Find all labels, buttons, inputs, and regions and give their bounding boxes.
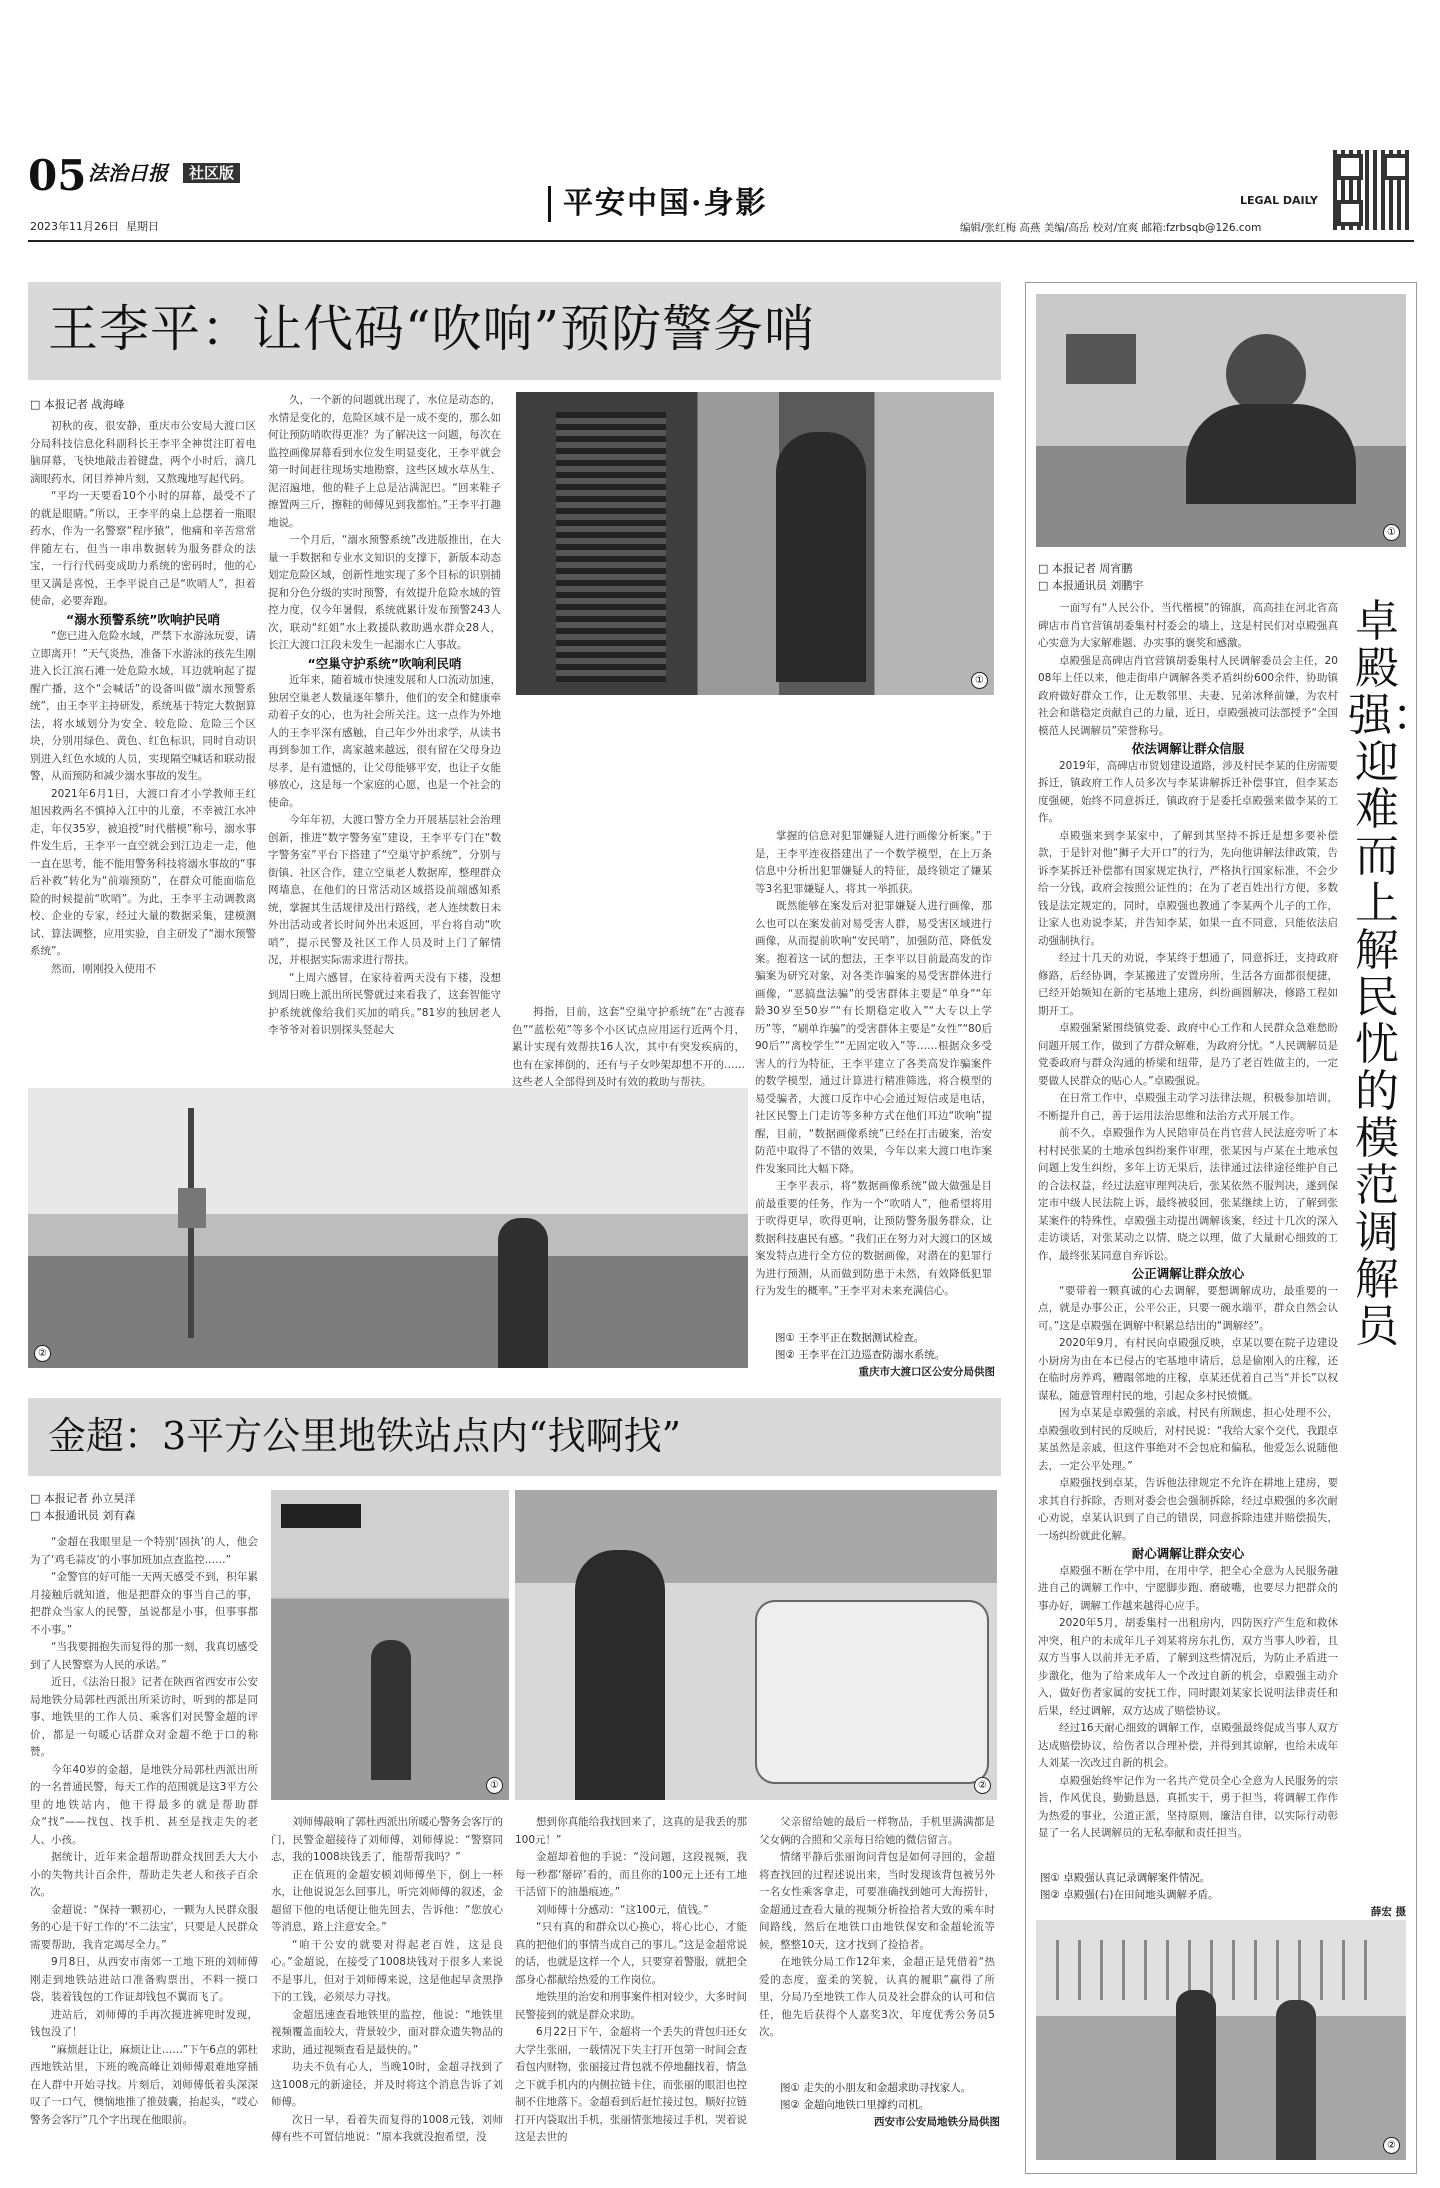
paragraph: “平均一天要看10个小时的屏幕，最受不了的就是眼睛。”所以，王李平的桌上总摆着一瓶眼药水，作为一名警察“程序猿”，他痛和辛苦常常伴随左右，但当一串串数据转为服务群众的法宝，一行行代码变成助力系统的密码时，他的心里又满是喜悦，王李平说自己是“吹哨人”，担着使命，必要奔跑。: [30, 490, 256, 607]
english-name: LEGAL DAILY: [1240, 194, 1318, 207]
article1-title: 王李平：让代码“吹响”预防警务哨: [48, 300, 816, 358]
paragraph: 卓殿强来到李某家中，了解到其坚持不拆迁是想多要补偿款，于是针对他“狮子大开口”的行为，先向他讲解法律政策，告诉李某拆迁补偿都有国家规定执行，严格执行国家标准，不会少给一分钱，政府会按照公证性的；在为了老百姓出行方便，多数钱是法定规定的，同时，卓殿强也教通了李某两个儿子的工作，让家人也劝说李某，并告知李某，如果一直不同意，只能依法启动强制执行。: [1038, 829, 1338, 947]
article3-caption-1: 图① 卓殿强认真记录调解案件情况。: [1040, 1872, 1211, 1884]
article2-col1: [30, 1534, 258, 2160]
paragraph: 据统计，近年来金超帮助群众找回丢大大小小的失物共计百余件，帮助走失老人和孩子百余次。: [30, 1851, 258, 1898]
paragraph: 近日，《法治日报》记者在陕西省西安市公安局地铁分局郭杜西派出所采访时，听到的都是同事、地铁里的工作人员、乘客们对民警金超的评价，都是一句暖心话群众对金超不绝于口的称赞。: [30, 1676, 258, 1758]
article3-byline-1: □ 本报记者 周宵鹏: [1038, 562, 1133, 575]
paragraph: 金超说：“保持一颗初心，一颗为人民群众服务的心是干好工作的‘不二法宝’，只要是人民群众需要帮助，我肯定竭尽全力。”: [30, 1903, 258, 1951]
paragraph: “要带着一颗真诚的心去调解，要想调解成功，最重要的一点，就是办事公正，公平公正，只要一碗水端平，群众自然会认可。”这是卓殿强在调解中积累总结出的“调解经”。: [1038, 1284, 1338, 1332]
paragraph: 拇指，目前，这套“空巢守护系统”在“古渡春色”“蓝松苑”等多个小区试点应用运行近两个月，累计实现有效帮扶16人次，其中有突发疾病的，也有在家摔倒的，还有与子女吵架却想不开的……这些老人全部得到及时有效的救助与帮扶。: [512, 1006, 745, 1088]
article2-caption-credit: 西安市公安局地铁分局供图: [874, 2116, 1000, 2128]
article3-caption-credit: 薛宏 摄: [1370, 1906, 1406, 1918]
paragraph: 在日常工作中，卓殿强主动学习法律法规，积极参加培训，不断提升自己，善于运用法治思维和法治方式开展工作。: [1038, 1092, 1338, 1122]
paragraph: 在地铁分局工作12年来，金超正是凭借着“热爱的态度，蛮柔的笑貌，认真的履职”赢得了所里，分局乃至地铁工作人员及社会群众的认可和信任，他先后获得个人嘉奖3次，年度优秀公务员5次。: [759, 1956, 995, 2038]
article3-byline-2: □ 本报通讯员 刘鹏宇: [1038, 579, 1144, 592]
paragraph: 2020年9月，有村民向卓殿强反映，卓某以要在院子边建设小厨房为由在本已侵占的宅基地申请后，总是偷刚入的庄稼，还在临时房养鸡，糟蹋邻地的庄稼，卓某还优着自己当“并长”以权谋私，随意管理村民的地，引起众多村民愤慨。: [1038, 1337, 1338, 1402]
subheading: 公正调解让群众放心: [1131, 1266, 1245, 1281]
paragraph: 进站后，刘师傅的手再次摸进裤兜时发现，钱包没了！: [30, 2008, 258, 2038]
article1-captions: [775, 1330, 995, 1381]
article1-col1: [30, 418, 256, 1078]
paragraph: “当我要拥抱失而复得的那一刻，我真切感受到了人民警察为人民的承诺。”: [30, 1641, 258, 1671]
paragraph: 刘师傅十分感动：“这100元，值钱。”: [536, 1903, 709, 1916]
subheading: “空巢守护系统”吹响利民哨: [307, 655, 462, 671]
article1-caption-1: 图① 王李平正在数据测试检查。: [775, 1332, 925, 1344]
article2-photo-subway: [271, 1490, 509, 1800]
paragraph: 掌握的信息对犯罪嫌疑人进行画像分析案。”于是，王李平连夜搭建出了一个数学模型，在上万条信息中分析出犯罪嫌疑人的特征，最终锁定了嫌某等3名犯罪嫌疑人，将其一举抓获。: [755, 830, 992, 895]
article1-caption-2: 图② 王李平在江边巡查防溺水系统。: [775, 1349, 946, 1361]
paragraph: 卓殿强是高碑店肖官营镇胡委集村人民调解委员会主任，2008年上任以来，他走街串户调解各类矛盾纠纷600余件，协助镇政府做好群众工作，让无数邻里、夫妻、兄弟冰释前嫌，为农村社会和谐稳定贡献自己的力量，近日，卓殿强被司法部授予“全国模范人民调解员”荣誉称号。: [1038, 654, 1338, 737]
paragraph: 前不久，卓殿强作为人民陪审员在肖官营人民法庭旁听了本村村民张某的土地承包纠纷案件审理，张某因与卢某在土地承包问题上发生纠纷，多年上访无果后，法律通过法律途径维护自己的合法权益，经过法庭审理判决后，张某依然不服判决，遂到保定市中级人民法院上诉，最终被驳回，张某继续上访，了解到张某案件的特殊性，卓殿强主动提出调解该案，经过十几次的深入走访谈话，对张某动之以情、晓之以理，做了大量耐心细致的工作，最终张某同意自弃诉讼。: [1038, 1127, 1338, 1262]
paragraph: “上周六感冒，在家待着两天没有下楼，没想到周日晚上派出所民警就过来看我了，这套智能守护系统就像给我们买加的哨兵。”81岁的独居老人李爷爷对着识别探头竖起大: [268, 971, 501, 1036]
article3-title: 卓殿强：迎难而上解民忧的模范调解员: [1348, 596, 1436, 1352]
article1-photo-server-room: [516, 392, 994, 695]
paragraph: 因为卓某是卓殿强的亲戚，村民有所顾虑，担心处理不公，卓殿强收到村民的反映后，对村民说：“我给大家个交代，我跟卓某虽然是亲戚，但这件事绝对不会包庇和偏私，他爱怎么说随他去，一定公平处理。”: [1038, 1407, 1338, 1472]
article2-title: 金超：3平方公里地铁站点内“找啊找”: [48, 1414, 682, 1458]
paragraph: “您已进入危险水域，严禁下水游泳玩耍，请立即离开！”天气炎热，准备下水游泳的孩先生刚进入长江滨石滩一处危险水域，耳边就响起了提醒广播，这个“会喊话”的设备叫做“溺水预警系统”，由王李平主持研发，系统基于特定大数据算法，将水域划分为安全、较危险、危险三个区块，分别用绿色、黄色、红色标识，同时自动识别进入红色水域的人员，实现隔空喊话和联动报警，从而预防和减少溺水事故的发生。: [30, 630, 256, 782]
paragraph: 近年来，随着城市快速发展和人口流动加速，独居空巢老人数量逐年攀升，他们的安全和健康牵动着子女的心，也为社会所关注。这一点作为外地人的王李平深有感触，自己年少外出求学，从读书再到参加工作，离家越来越远，很有留在父母身边尽孝，是有遗憾的，让父母能够平安，也让子女能够放心，这是每一个家庭的心愿，也是一个社会的使命。: [268, 674, 501, 809]
paragraph: 卓殿强找到卓某，告诉他法律规定不允许在耕地上建房，要求其自行拆除，否则对委会也会强制拆除，经过卓殿强的多次耐心劝说，卓某认识到了自己的错误，同意拆除违建并赔偿损失，一场纠纷就此化解。: [1038, 1477, 1338, 1542]
paragraph: 地铁里的治安和刑事案件相对较少，大多时间民警接到的就是群众求助。: [515, 1991, 747, 2021]
paragraph: 卓殿强不断在学中用，在用中学，把全心全意为人民服务融进自己的调解工作中，宁愿脚步跑、磨破嘴，也要尽力把群众的事办好，调解工作越来越得心应手。: [1038, 1564, 1338, 1612]
weekday-text: 星期日: [126, 220, 159, 233]
paragraph: 情绪平静后张丽询问背包是如何寻回的，金超将查找回的过程述说出来，当时发现该背包被另外一名女性乘客拿走，可要准确找到她可大海捞针，金超通过查看大量的视频分析捡拾者大致的乘车时间路线，然后在地铁口由地铁保安和金超轮流等候，整整10天，这才找到了捡拾者。: [759, 1851, 995, 1951]
article3-photo-field: [1036, 1920, 1406, 2160]
article2-col3: [515, 1814, 747, 2160]
subheading: “溺水预警系统”吹响护民哨: [66, 611, 220, 627]
paragraph: 一个月后，“溺水预警系统”改进版推出，在大量一手数据和专业水文知识的支撑下，新版本动态划定危险区域，创新性地实现了多个目标的识别捕捉和分色分级的实时预警，有效提升危险水域的管控力度，仅今年暑假，系统就累计发布预警243人次，联动“红姐”水上救援队救助遇水群众28人，长江大渡口江段未发生一起溺水亡人事故。: [268, 534, 501, 651]
masthead: [0, 0, 1440, 260]
paragraph: 正在值班的金超安顿刘师傅坐下，倒上一杯水，让他说说怎么回事儿，听完刘师傅的叙述，金超留下他的电话便让他先回去，告诉他：“您放心等消息，路上注意安全。”: [271, 1868, 503, 1933]
paragraph: 9月8日，从西安市南郊一工地下班的刘师傅刚走到地铁站进站口准备购票出，不料一摸口袋，装着钱包的工作证却钱包不翼而飞了。: [30, 1956, 258, 2003]
article2-caption-1: 图① 走失的小朋友和金超求助寻找家人。: [780, 2082, 972, 2094]
paragraph: 6月22日下午，金超将一个丢失的背包归还女大学生张丽，一载情况下失主打开包第一时间会查看包内财物，张丽接过背包就不停地翻找着，情急之下就手机内的内侧拉链卡住，而张丽的眼泪也控制不住地落下。金超看到后赶忙接过包，顺好拉链打开内袋取出手机，张丽情张地接过手机，哭着说这是去世的: [515, 2026, 747, 2143]
paragraph: 经过十几天的劝说，李某终于想通了，同意拆迁，支持政府修路，后经协调，李某搬进了安置房所，生活各方面都很便捷，已经开始频知在新的宅基地上建房，纠纷画圆解决，修路工程如期开工。: [1038, 952, 1338, 1017]
article1-col2: [268, 392, 501, 1080]
article2-byline-1: □ 本报记者 孙立昊洋: [30, 1492, 136, 1505]
page-number: 05: [28, 151, 87, 200]
photo-number-1: ①: [971, 672, 988, 689]
photo-number-2-c: ②: [1383, 2137, 1400, 2154]
paragraph: 经过16天耐心细致的调解工作，卓殿强最终促成当事人双方达成赔偿协议，给伤者以合理补偿，并得到其谅解，也给未成年人刘某一次改过自新的机会。: [1038, 1722, 1338, 1769]
article3-photo-desk: [1036, 294, 1406, 547]
paragraph: 王李平表示，将“数据画像系统”做大做强是目前最重要的任务，作为一个“吹哨人”，他希望将用于吹得更早，吹得更响，让预防警务服务群众，让数据科技惠民有感。“我们正在努力对大渡口的区域案发特点进行全方位的数据画像，对潜在的犯罪行为进行预测，从而做到防患于未然，有效降低犯罪行为发生的概率。”王李平对未来充满信心。: [755, 1180, 992, 1297]
paragraph: 卓殿强紧紧围绕镇党委、政府中心工作和人民群众急难愁盼问题开展工作，做到了方群众解难，为政府分忧。“人民调解员是党委政府与群众沟通的桥梁和纽带，是乃了老百姓做主的，一定要做人民群众的贴心人。”卓殿强说。: [1038, 1022, 1338, 1087]
paragraph: 刘师傅敲响了郭杜西派出所暖心警务会客厅的门，民警金超接待了刘师傅，刘师傅说：“警察同志，我的1008块钱丢了，能帮帮我吗？”: [271, 1816, 503, 1863]
article1-byline: □ 本报记者 战海峰: [30, 398, 125, 411]
paragraph: 次日一早，看着失而复得的1008元钱，刘师傅有些不可置信地说：“原本我就没抱希望，没: [271, 2113, 503, 2143]
paragraph: 今年40岁的金超，是地铁分局郭杜西派出所的一名普通民警，每天工作的范围就是这3平方公里的地铁站内，他干得最多的就是帮助群众“找”——找包、找手机、甚至是找走失的老人、小孩。: [30, 1763, 258, 1846]
paragraph: 然而，刚刚投入使用不: [51, 962, 156, 975]
paragraph: 一面写有“人民公仆，当代楷模”的锦旗，高高挂在河北省高碑店市肖官营镇胡委集村村委会的墙上，这是村民们对卓殿强真心实意为大家解难题、办实事的褒奖和感激。: [1038, 602, 1338, 649]
paragraph: 父亲留给她的最后一样物品，手机里满满都是父女俩的合照和父亲每日给她的微信留言。: [759, 1816, 995, 1846]
photo-number-1-b: ①: [486, 1777, 503, 1794]
paragraph: 2021年6月1日，大渡口育才小学教师王红旭因救两名不慎掉入江中的儿童，不幸被江水冲走，年仅35岁，被追授“时代楷模”称号，溺水事件发生后，王李平一直空就会到江边走一走，他一直在思考，能不能用警务科技将溺水事故的“事后补救”转化为“前端预防”，在群众可能面临危险的时候提前“吹哨”。为此，王李平主动调教离校、企业的专家，经过大量的数据采集，建模测试、算法调整，应用实验，自主研发了“溺水预警系统”。: [30, 787, 256, 957]
subheading: 依法调解让群众信服: [1131, 741, 1245, 756]
editors-line: 编辑/张红梅 高燕 美编/高岳 校对/宜爽 邮箱:fzrbsqb@126.com: [960, 222, 1262, 234]
article2-photo-taxi: [515, 1490, 997, 1800]
paragraph: “麻烦赶让让，麻烦让让……”下午6点的郭杜西地铁站里，下班的晚高峰让刘师傅艰难地穿插在人群中开始寻找。片刻后，刘师傅低着头深深叹了一口气，懊恼地推了推鼓囊，抬起头，“哎心警务会客厅”几个字出现在他眼前。: [30, 2043, 258, 2126]
article2-col2: [271, 1814, 503, 2160]
paragraph: 2019年，高碑店市贸划建设道路，涉及村民李某的住房需要拆迁，镇政府工作人员多次与李某讲解拆迁补偿事宜，但李某态度强硬，始终不同意拆迁，镇政府于是委托卓殿强来做李某的工作。: [1038, 759, 1338, 824]
article1-photo-riverside: [28, 1088, 748, 1368]
paragraph: 既然能够在案发后对犯罪嫌疑人进行画像，那么也可以在案发前对易受害人群，易受害区域进行画像，从而提前吹响“安民哨”，加强防范，降低发案。抱着这一试的想法，王李平以目前最高发的诈骗案为研究对象，对各类诈骗案的易受害群体进行画像，“恶搞盘法骗”的受害群体主要是“单身”“年龄30岁至50岁”“有长期稳定收入”“大专以上学历”等，“刷单诈骗”的受害群体主要是“女性”“80后90后”“离校学生”“无固定收入”等……根据众多受害人的行为特征，王李平建立了各类高发诈骗案件的数学模型，通过计算进行精准筛选，将合模型的易受骗者，大渡口反诈中心会通过短信或是电话，社区民警上门走访等多种方式在他们耳边“吹响”提醒，目前，“数据画像系统”已经在打击破案，治安防范中取得了不错的效果，今年以来大渡口电诈案件发案同比大幅下降。: [755, 900, 992, 1175]
photo-number-2-b: ②: [974, 1777, 991, 1794]
paragraph: 功夫不负有心人，当晚10时，金超寻找到了这1008元的新途径，并及时将这个消息告诉了刘师傅。: [271, 2061, 503, 2108]
article2-captions: [780, 2080, 1000, 2131]
subheading: 耐心调解让群众安心: [1131, 1546, 1245, 1561]
paragraph: 初秋的夜，很安静，重庆市公安局大渡口区分局科技信息化科副科长王李平全神贯注盯着电脑屏幕，飞快地敲击着键盘，两个小时后，滴几滴眼药水，闭目养神片刻，又熬瑰地写起代码。: [30, 420, 256, 485]
paragraph: 今年年初，大渡口警方全力开展基层社会治理创新，推进“数字警务室”建设，王李平专门在“数字警务室”平台下搭建了“空巢守护系统”，分别与街镇、社区合作，建立空巢老人数据库，整理群众网墙息，在他们的日常活动区域搭设前端感知系统，掌握其生活规律及出行路线，老人连续数日未外出活动或者长时间外出未返回，平台将自动“吹哨”，提示民警及社区工作人员及时上门了解情况，并根据实际需求进行帮扶。: [268, 814, 501, 966]
paper-name: 法治日报: [88, 161, 168, 185]
paragraph: 想到你真能给我找回来了，这真的是我丢的那100元！”: [515, 1816, 747, 1846]
paragraph: “金警官的好可能一天两天感受不到，积年累月接触后就知道，他是把群众的事当自己的事，把群众当家人的民警，虽说都是小事，但事事都不小事。”: [30, 1571, 258, 1636]
paragraph: 久，一个新的问题就出现了，水位是动态的，水情是变化的，危险区域不是一成不变的，那么如何让预防哨吹得更准？为了解决这一问题，每次在监控画像屏幕看到水位发生明显变化，王李平就会第一时间赶往现场实地勘察，这些区域水草丛生、泥沼遍地，他的鞋子上总是沾满泥巴。“回来鞋子擦置两三斤，擦鞋的师傅见到我都怕。”王李平打趣地说。: [268, 394, 501, 529]
paragraph: 金超却着他的手说：“没问题，这段视频，我每一秒都‘掰碎’看的，而且你的100元上还有工地干活留下的油墨痕迹。”: [515, 1851, 747, 1898]
article1-col4: [755, 828, 992, 1308]
paragraph: “金超在我眼里是一个特别‘固执’的人，他会为了‘鸡毛蒜皮’的小事加班加点查监控……”: [30, 1536, 258, 1566]
article2-byline-2: □ 本报通讯员 刘有森: [30, 1509, 136, 1522]
paragraph: “咱干公安的就要对得起老百姓，这是良心。”金超说，在接受了1008块钱对于很多人来说不是事儿，但对于刘师傅来说，这是他起早贪黑挣下的工钱，必须尽力寻找。: [271, 1938, 503, 2003]
photo-number-2: ②: [34, 1345, 51, 1362]
article3-body: [1038, 600, 1338, 1862]
article3-caption-2: 图② 卓殿强(右)在田间地头调解矛盾。: [1040, 1889, 1219, 1901]
article2-col4: [759, 1814, 995, 2064]
paragraph: “只有真的和群众以心换心，将心比心，才能真的把他们的事情当成自己的事儿。”这是金超常说的话，也就是这样一个人，只要穿着警服，就把全部身心都献给热爱的工作岗位。: [515, 1921, 747, 1986]
qr-code[interactable]: [1333, 150, 1413, 230]
article3-captions: [1040, 1870, 1406, 1921]
article1-caption-credit: 重庆市大渡口区公安分局供图: [858, 1366, 995, 1378]
paragraph: 卓殿强始终牢记作为一名共产党员全心全意为人民服务的宗旨，作风优良，勤勤恳恳，真抓实干，勇于担当，将调解工作作为热爱的事业，公道正派，坚持原则，廉洁自律，以实际行动彰显了一名人民调解员的无私奉献和责任担当。: [1038, 1774, 1338, 1839]
photo-number-1-c: ①: [1383, 524, 1400, 541]
article2-caption-2: 图② 金超向地铁口里撑约司机。: [780, 2099, 930, 2111]
paragraph: 金超迅速查看地铁里的监控，他说：“地铁里视频覆盖面较大，背景较少，面对群众遗失物品的求助，通过视频查看是最快的。”: [271, 2008, 503, 2056]
paragraph: 2020年5月，胡委集村一出租房内，四防医疗产生危和救休冲突，租户的未成年儿子刘某将房东扎伤，双方当事人吵着，且双方当事人以前并无矛盾，了解到这些情况后，为防止矛盾进一步激化，他为了给来成年人一个改过自新的机会，卓殿强主动介入，做好伤者家属的安抚工作，同时跟刘某家长说明法律责任和后果，经过调解，双方达成了赔偿协议。: [1038, 1617, 1338, 1717]
masthead-rule: [28, 240, 1414, 242]
date-text: 2023年11月26日: [30, 220, 119, 233]
edition-label: 社区版: [183, 163, 240, 183]
issue-date: [30, 218, 159, 234]
section-title: 平安中国·身影: [548, 186, 767, 222]
